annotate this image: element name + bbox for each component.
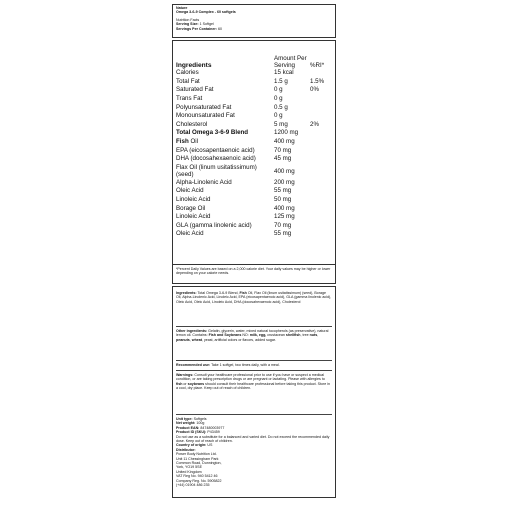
- facts-row-name: Linoleic Acid: [176, 196, 211, 204]
- facts-row-name: GLA (gamma linolenic acid): [176, 221, 252, 229]
- facts-row: [176, 155, 332, 164]
- facts-row: [176, 196, 332, 205]
- facts-row-amount: 55 mg: [274, 230, 292, 238]
- facts-row-amount: 0 g: [274, 95, 283, 103]
- facts-row-ri: [310, 69, 332, 78]
- facts-row-ri: 2%: [310, 120, 319, 128]
- facts-row-ri: [310, 103, 332, 112]
- facts-row-amount: 70 mg: [274, 221, 292, 229]
- column-header-ingredients: Ingredients: [176, 62, 212, 69]
- facts-row-ri: [310, 95, 332, 104]
- facts-row-name: Cholesterol: [176, 120, 208, 128]
- warnings-section: Warnings: Consult your healthcare professional prior to use if you have or suspect a medical condition, or are taking prescription drugs or are pregnant or lactating. Please with allergies to fish or soybeans should consult their healthcare professional before taking this product. Store in a cool, dry place. Keep out of reach of children.: [176, 371, 332, 415]
- facts-row-amount: 125 mg: [274, 213, 295, 221]
- facts-row-ri: [310, 196, 332, 205]
- facts-row: [176, 146, 332, 155]
- facts-row-name: Fish Oil: [176, 138, 199, 146]
- facts-row-name: Oleic Acid: [176, 187, 204, 195]
- serving-size: Serving Size: 1 Softgel: [176, 22, 214, 27]
- facts-row-name: Saturated Fat: [176, 86, 214, 94]
- facts-row-amount: 0.5 g: [274, 103, 288, 111]
- column-header-ri: %RI*: [310, 62, 325, 69]
- facts-row-ri: [310, 155, 332, 164]
- detail-line: York, YO19 5SE: [176, 465, 202, 470]
- facts-row-amount: 200 mg: [274, 178, 295, 186]
- facts-row-amount: 50 mg: [274, 196, 292, 204]
- recommended-use-section: Recommended use: Take 1 softgel, two times daily, with a meal.: [176, 361, 332, 371]
- facts-row-amount: 1200 mg: [274, 129, 299, 137]
- facts-row-name: Trans Fat: [176, 95, 203, 103]
- facts-row-ri: [310, 138, 332, 147]
- facts-row: [176, 121, 332, 130]
- facts-row-name: Linoleic Acid: [176, 213, 211, 221]
- detail-line: Product ID (SKU): P43459: [176, 430, 220, 435]
- facts-row-ri: 0%: [310, 86, 319, 94]
- product-details-section: [176, 415, 332, 491]
- facts-row-name: Oleic Acid: [176, 230, 204, 238]
- facts-row-ri: 1.5%: [310, 77, 325, 85]
- detail-line: United Kingdom: [176, 469, 202, 474]
- product-name: Omega 3-6-9 Complex - 60 softgels: [176, 10, 236, 15]
- detail-line: VAT Reg No. 940 5412 46: [176, 474, 218, 479]
- servings-per-container: Servings Per Container: 60: [176, 26, 222, 31]
- facts-row-ri: [310, 204, 332, 213]
- facts-row-amount: 5 mg: [274, 120, 288, 128]
- facts-row: [176, 138, 332, 147]
- detail-line: Unit type: Softgels: [176, 417, 207, 421]
- daily-value-footnote: *Percent Daily Values are based on a 2,000 calorie diet. Your daily values may be higher or lower depending on your calorie needs.: [172, 265, 336, 284]
- facts-row-name: Flax Oil (linum usitatissimum) (seed): [176, 164, 257, 179]
- facts-row: [176, 129, 332, 138]
- product-header: [172, 4, 336, 38]
- facts-row: [176, 112, 332, 121]
- facts-row: [176, 222, 332, 231]
- facts-row-ri: [310, 213, 332, 222]
- facts-row: [176, 230, 332, 239]
- facts-row-amount: 15 kcal: [274, 69, 294, 77]
- detail-line: Power Body Nutrition Ltd.: [176, 452, 217, 457]
- facts-row-ri: [310, 222, 332, 231]
- facts-row-ri: [310, 230, 332, 239]
- facts-row-amount: 0 g: [274, 112, 283, 120]
- product-info: [172, 286, 336, 498]
- facts-row-amount: 400 mg: [274, 138, 295, 146]
- facts-row-amount: 400 mg: [274, 204, 295, 212]
- facts-row: [176, 86, 332, 95]
- detail-line: Do not use as a substitute for a balanced and varied diet. Do not exceed the recommended daily dose. Keep out of reach of children.: [176, 434, 330, 444]
- facts-row: [176, 179, 332, 188]
- detail-line: Unit 11 Chessingham Park: [176, 456, 219, 461]
- brand-name: Nature: [176, 6, 188, 10]
- facts-row: [176, 103, 332, 112]
- nutrition-facts-table: [172, 40, 336, 265]
- facts-row-amount: 45 mg: [274, 155, 292, 163]
- facts-row: [176, 204, 332, 213]
- detail-line: Distributor:: [176, 447, 196, 452]
- detail-line: Net weight: 100g: [176, 421, 205, 426]
- ingredients-section: Ingredients: Total Omega 3-6-9 Blend, Fish Oil, Flax Oil (linum usitatissimum) (seed), Borage Oil, Alpha-Linolenic Acid, Linoleic Acid, EPA (eicosapentaenoic acid), GLA (gamma linolenic acid), Oleic Acid, Oleic Acid, Linoleic Acid, DHA (docosahexaenoic acid), Cholesterol: [176, 289, 332, 327]
- facts-row-name: Monounsaturated Fat: [176, 112, 235, 120]
- facts-row: [176, 78, 332, 87]
- facts-row: [176, 187, 332, 196]
- detail-line: Product EAN: 847480003977: [176, 425, 225, 430]
- facts-row-name: Borage Oil: [176, 204, 206, 212]
- facts-row-name: Total Omega 3-6-9 Blend: [176, 129, 249, 137]
- facts-row-amount: 70 mg: [274, 146, 292, 154]
- facts-row: [176, 213, 332, 222]
- nutrition-facts-title: Nutrition Facts: [176, 17, 200, 22]
- facts-row: [176, 164, 332, 179]
- facts-row: [176, 95, 332, 104]
- facts-row-ri: [310, 129, 332, 138]
- detail-line: Company Reg. No. 5905822: [176, 478, 222, 483]
- detail-line: Country of origin: US: [176, 443, 213, 448]
- facts-row-ri: [310, 179, 332, 188]
- detail-line: (+44) 01904 486 235: [176, 483, 210, 488]
- facts-row-amount: 400 mg: [274, 167, 295, 175]
- column-header-amount: Amount Per Serving: [274, 55, 307, 69]
- facts-row: [176, 69, 332, 78]
- facts-row-name: Total Fat: [176, 77, 200, 85]
- facts-row-ri: [310, 112, 332, 121]
- facts-row-amount: 1.5 g: [274, 77, 288, 85]
- other-ingredients-section: Other ingredients: Gelatin, glycerin, water, mixed natural tocopherols (as preservative), natural lemon oil. Contains: Fish and Soybeans NO: milk, egg, crustacean shellfish, tree nuts, peanuts, wheat, yeast, artificial colors or flavors, added sugar.: [176, 327, 332, 361]
- facts-row-amount: 0 g: [274, 86, 283, 94]
- facts-row-ri: [310, 164, 332, 179]
- facts-row-name: Alpha-Linolenic Acid: [176, 178, 232, 186]
- detail-line: Common Road, Dunnington,: [176, 461, 222, 466]
- facts-row-name: Polyunsaturated Fat: [176, 103, 232, 111]
- facts-row-ri: [310, 187, 332, 196]
- facts-row-name: DHA (docosahexaenoic acid): [176, 155, 256, 163]
- facts-row-name: EPA (eicosapentaenoic acid): [176, 146, 255, 154]
- facts-row-amount: 55 mg: [274, 187, 292, 195]
- facts-row-ri: [310, 146, 332, 155]
- facts-row-name: Calories: [176, 69, 199, 77]
